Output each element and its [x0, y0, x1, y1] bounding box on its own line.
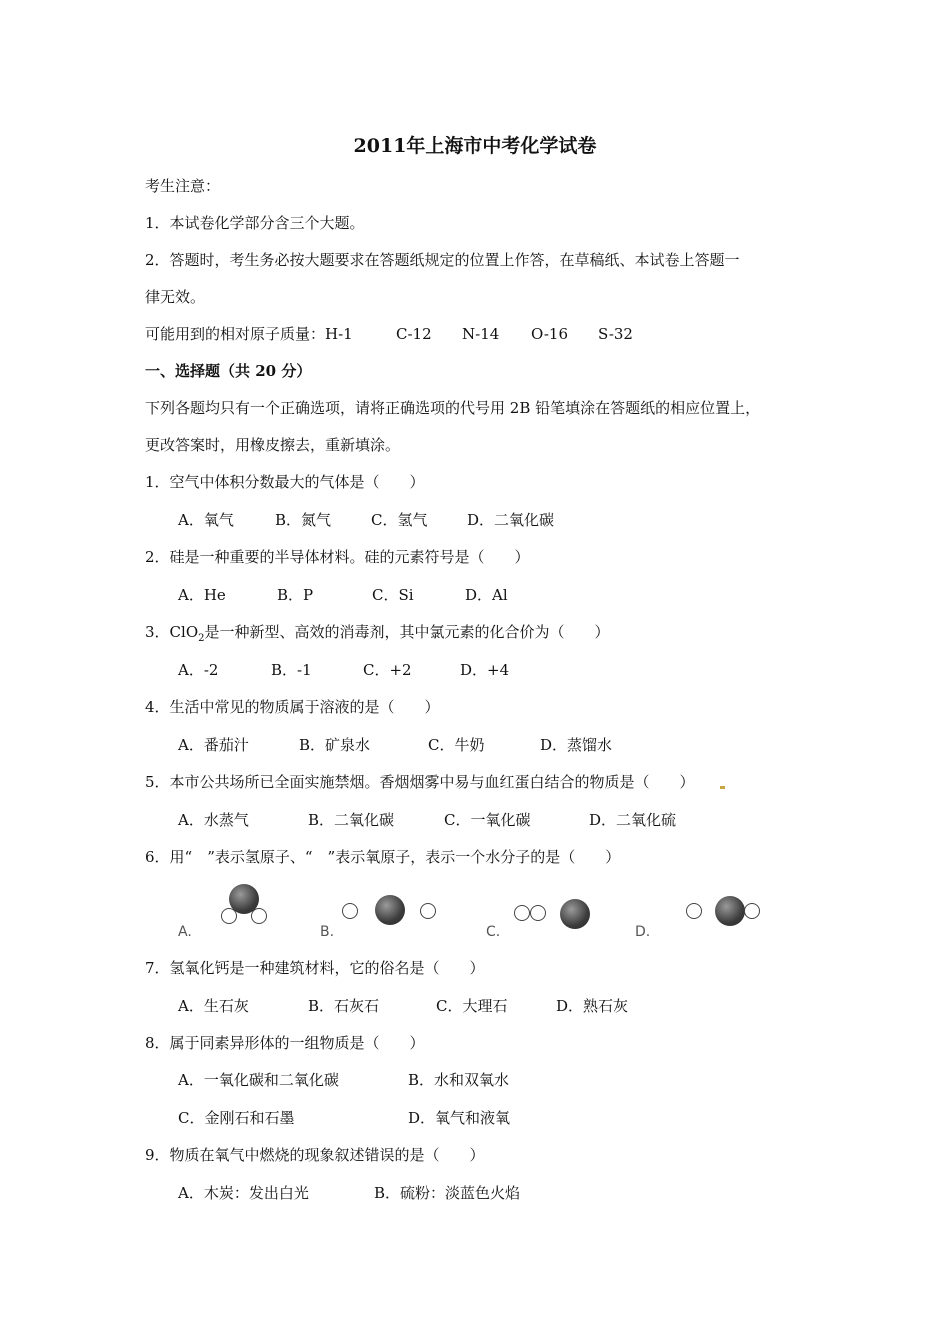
option-a: A．生石灰 [178, 997, 249, 1015]
mass-c: C-12 [396, 325, 432, 343]
question-6: 6．用“ ”表示氢原子、“ ”表示氧原子，表示一个水分子的是（ ） [145, 848, 621, 866]
option-d: D．熟石灰 [556, 997, 629, 1015]
option-a: A．He [178, 586, 226, 604]
hydrogen-atom-icon [744, 903, 760, 919]
question-4: 4．生活中常见的物质属于溶液的是（ ） [145, 698, 440, 716]
option-c: C．牛奶 [428, 736, 485, 754]
option-c: C．氢气 [371, 511, 428, 529]
option-d: D．氧气和液氧 [408, 1109, 511, 1127]
option-a: A．木炭：发出白光 [178, 1184, 309, 1202]
question-1: 1．空气中体积分数最大的气体是（ ） [145, 473, 425, 491]
question-3-formula: 3．ClO [145, 623, 199, 641]
option-b: B．矿泉水 [299, 736, 371, 754]
option-d: D．Al [465, 586, 508, 604]
page-title: 2011年上海市中考化学试卷 [353, 135, 597, 157]
option-b: B．P [277, 586, 314, 604]
hydrogen-atom-icon [530, 905, 546, 921]
oxygen-atom-icon [715, 896, 745, 926]
option-c-label: C. [486, 924, 501, 940]
molecule-option-b [318, 880, 448, 944]
question-3 [145, 622, 610, 649]
hydrogen-atom-icon [342, 903, 358, 919]
option-b: B．二氧化碳 [308, 811, 395, 829]
section-1-heading: 一、选择题（共 20 分） [145, 362, 312, 380]
option-b: B．氮气 [275, 511, 332, 529]
molecule-option-d [633, 880, 763, 944]
option-c: C．金刚石和石墨 [178, 1109, 295, 1127]
mass-n: N-14 [462, 325, 500, 343]
hydrogen-atom-icon [686, 903, 702, 919]
section-1-instructions-cont: 更改答案时，用橡皮擦去，重新填涂。 [145, 436, 401, 454]
mass-o: O-16 [531, 325, 569, 343]
hydrogen-atom-icon [514, 905, 530, 921]
mass-h: 可能用到的相对原子质量：H-1 [145, 325, 353, 343]
mass-s: S-32 [598, 325, 633, 343]
option-b: B．-1 [271, 661, 312, 679]
option-b: B．石灰石 [308, 997, 380, 1015]
option-d: D．蒸馏水 [540, 736, 613, 754]
notice-heading: 考生注意： [145, 177, 221, 195]
option-d: D．二氧化碳 [467, 511, 555, 529]
option-d-label: D. [635, 924, 651, 940]
option-b: B．水和双氧水 [408, 1071, 510, 1089]
question-5: 5．本市公共场所已全面实施禁烟。香烟烟雾中易与血红蛋白结合的物质是（ ） [145, 773, 695, 791]
molecule-option-a [176, 880, 296, 944]
option-d: D．+4 [460, 661, 510, 679]
option-c: C．大理石 [436, 997, 508, 1015]
atomic-masses [145, 324, 633, 344]
option-b-label: B. [320, 924, 335, 940]
option-c: C．Si [372, 586, 414, 604]
oxygen-atom-icon [560, 899, 590, 929]
option-a: A．水蒸气 [178, 811, 249, 829]
notice-line-1: 1．本试卷化学部分含三个大题。 [145, 214, 365, 232]
option-d: D．二氧化硫 [589, 811, 677, 829]
hydrogen-atom-icon [420, 903, 436, 919]
option-a: A．番茄汁 [178, 736, 249, 754]
option-c: C．一氧化碳 [444, 811, 531, 829]
option-a: A．-2 [178, 661, 219, 679]
option-a: A．氧气 [178, 511, 234, 529]
option-c: C．+2 [363, 661, 412, 679]
option-a: A．一氧化碳和二氧化碳 [178, 1071, 339, 1089]
question-9: 9．物质在氧气中燃烧的现象叙述错误的是（ ） [145, 1146, 485, 1164]
question-8: 8．属于同素异形体的一组物质是（ ） [145, 1034, 425, 1052]
question-3-text: 是一种新型、高效的消毒剂，其中氯元素的化合价为（ ） [204, 623, 610, 641]
section-1-instructions: 下列各题均只有一个正确选项，请将正确选项的代号用 2B 铅笔填涂在答题纸的相应位置上， [145, 399, 761, 417]
question-3-subscript: 2 [198, 633, 205, 644]
question-2: 2．硅是一种重要的半导体材料。硅的元素符号是（ ） [145, 548, 530, 566]
question-7: 7．氢氧化钙是一种建筑材料，它的俗名是（ ） [145, 959, 485, 977]
option-b: B．硫粉：淡蓝色火焰 [374, 1184, 521, 1202]
scan-mark [720, 786, 725, 789]
notice-line-2-cont: 律无效。 [145, 288, 206, 306]
hydrogen-atom-icon [221, 908, 237, 924]
notice-line-2: 2．答题时，考生务必按大题要求在答题纸规定的位置上作答，在草稿纸、本试卷上答题一 [145, 251, 740, 269]
oxygen-atom-icon [375, 895, 405, 925]
hydrogen-atom-icon [251, 908, 267, 924]
molecule-option-c [484, 880, 604, 944]
option-a-label: A. [178, 924, 192, 940]
